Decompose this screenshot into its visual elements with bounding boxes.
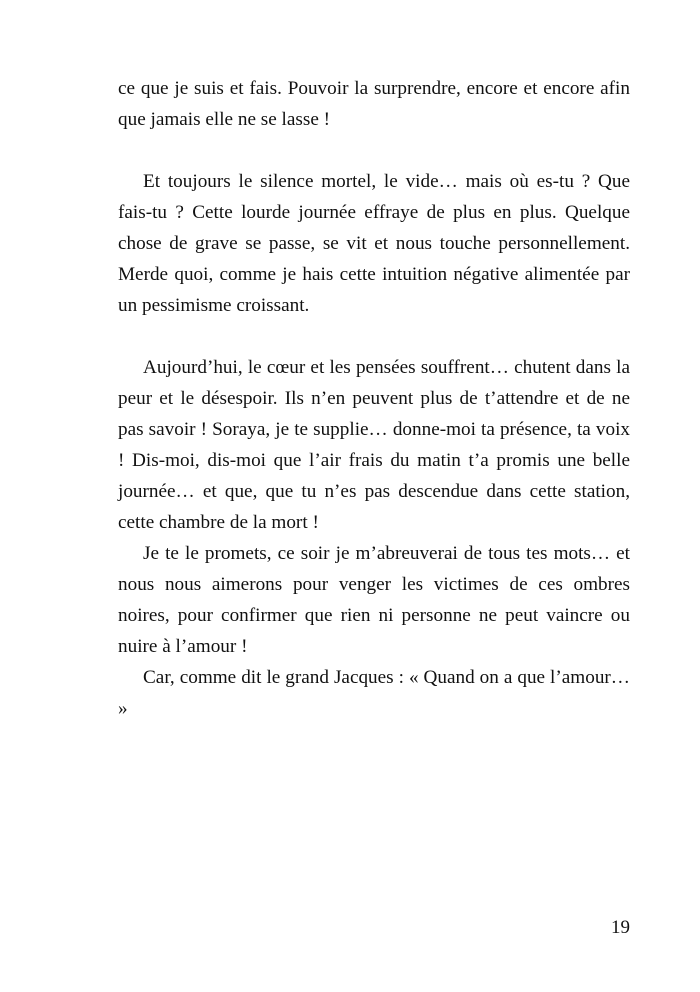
- body-text: [118, 73, 630, 724]
- paragraph-continuation: ce que je suis et fais. Pouvoir la surprendre, encore et encore afin que jamais elle ne se lasse !: [118, 78, 630, 130]
- paragraph-today: Aujourd’hui, le cœur et les pensées souffrent… chutent dans la peur et le désespoir. Ils n’en peuvent plus de t’attendre et de ne pas savoir ! Soraya, je te supplie… donne-moi ta présence, ta voix ! Dis-moi, dis-moi que l’air frais du matin t’a promis une belle journée… et que, que tu n’es pas descendue dans cette station, cette chambre de la mort !: [118, 357, 630, 533]
- paragraph-gap: [118, 321, 630, 352]
- page-number: 19: [611, 917, 630, 938]
- paragraph-silence: Et toujours le silence mortel, le vide… mais où es-tu ? Que fais-tu ? Cette lourde journée effraye de plus en plus. Quelque chose de grave se passe, se vit et nous touche personnellement. Merde quoi, comme je hais cette intuition négative alimentée par un pessimisme croissant.: [118, 171, 630, 316]
- paragraph-promise: Je te le promets, ce soir je m’abreuverai de tous tes mots… et nous nous aimerons pour venger les victimes de ces ombres noires, pour confirmer que rien ni personne ne peut vaincre ou nuire à l’amour !: [118, 543, 630, 657]
- paragraph-gap: [118, 135, 630, 166]
- paragraph-quote: Car, comme dit le grand Jacques : « Quand on a que l’amour… »: [118, 667, 630, 719]
